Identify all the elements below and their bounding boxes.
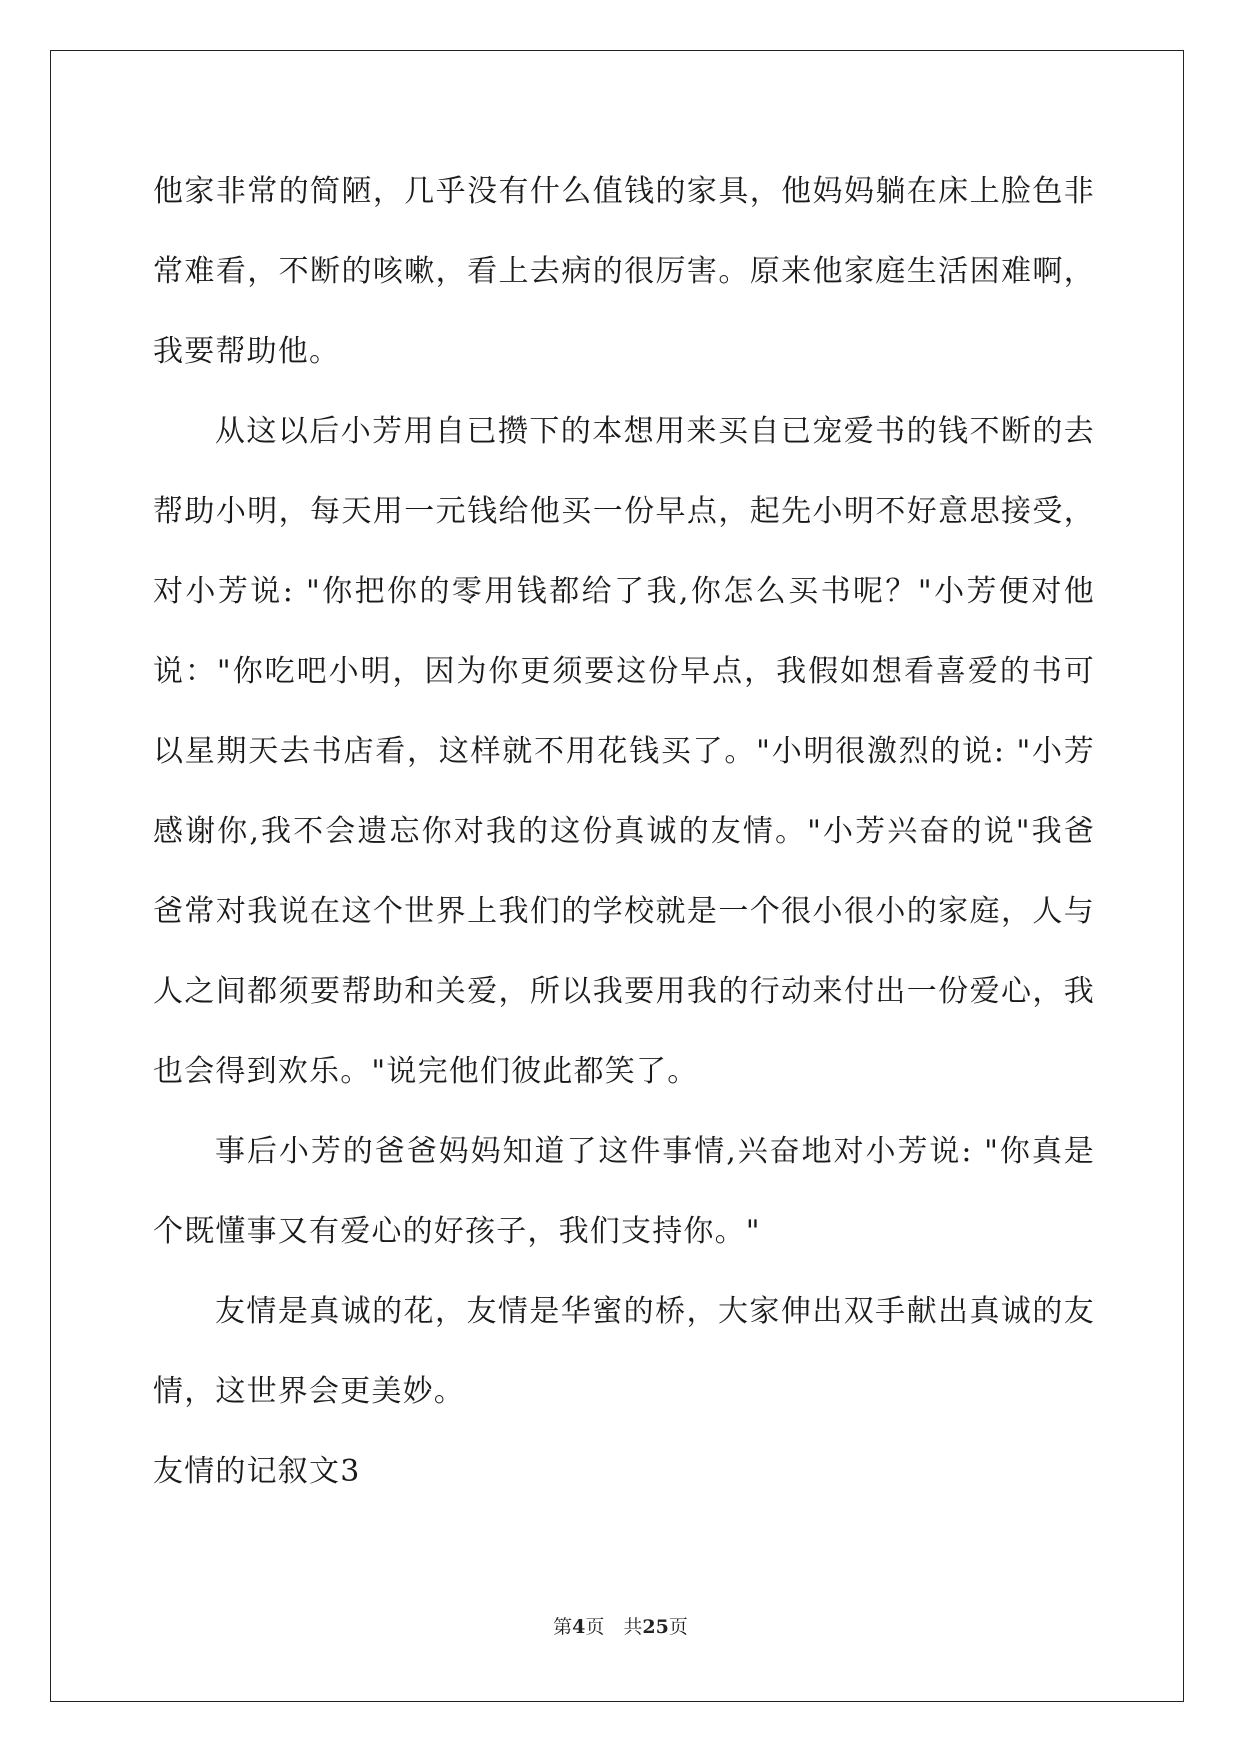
- footer-prefix: 第: [553, 1616, 573, 1638]
- text-line: 事后小芳的爸爸妈妈知道了这件事情,兴奋地对小芳说: "你真是: [215, 1134, 1095, 1169]
- text-line: 我要帮助他。: [153, 334, 341, 369]
- total-page-count: 25: [642, 1616, 669, 1638]
- text-line: 感谢你,我不会遗忘你对我的这份真诚的友情。"小芳兴奋的说"我爸: [153, 814, 1095, 849]
- text-line: 情，这世界会更美妙。: [153, 1374, 465, 1409]
- page-footer: [0, 1612, 1241, 1639]
- text-line: 爸常对我说在这个世界上我们的学校就是一个很小很小的家庭，人与: [153, 894, 1095, 929]
- text-line: 从这以后小芳用自已攒下的本想用来买自已宠爱书的钱不断的去: [215, 414, 1095, 449]
- footer-suffix: 页: [668, 1616, 688, 1638]
- text-line: 个既懂事又有爱心的好孩子，我们支持你。": [153, 1214, 761, 1249]
- footer-middle: 页 共: [585, 1616, 643, 1638]
- text-line: 人之间都须要帮助和关爱，所以我要用我的行动来付出一份爱心，我: [153, 974, 1095, 1009]
- text-line: 常难看，不断的咳嗽，看上去病的很厉害。原来他家庭生活困难啊，: [153, 254, 1095, 289]
- text-line: 对小芳说: "你把你的零用钱都给了我,你怎么买书呢？"小芳便对他: [153, 574, 1095, 609]
- text-line: 说："你吃吧小明，因为你更须要这份早点，我假如想看喜爱的书可: [153, 654, 1095, 689]
- paragraph-lines: [153, 152, 1095, 1432]
- text-line: 以星期天去书店看，这样就不用花钱买了。"小明很激烈的说: "小芳: [153, 734, 1095, 769]
- text-line: 他家非常的简陋，几乎没有什么值钱的家具，他妈妈躺在床上脸色非: [153, 174, 1095, 209]
- text-line: 帮助小明，每天用一元钱给他买一份早点，起先小明不好意思接受，: [153, 494, 1095, 529]
- text-line: 友情是真诚的花，友情是华蜜的桥，大家伸出双手献出真诚的友: [215, 1294, 1095, 1329]
- section-heading: 友情的记叙文3: [153, 1454, 361, 1489]
- text-line: 也会得到欢乐。"说完他们彼此都笑了。: [153, 1054, 699, 1089]
- current-page-number: 4: [572, 1616, 586, 1638]
- document-body: [153, 152, 1095, 1512]
